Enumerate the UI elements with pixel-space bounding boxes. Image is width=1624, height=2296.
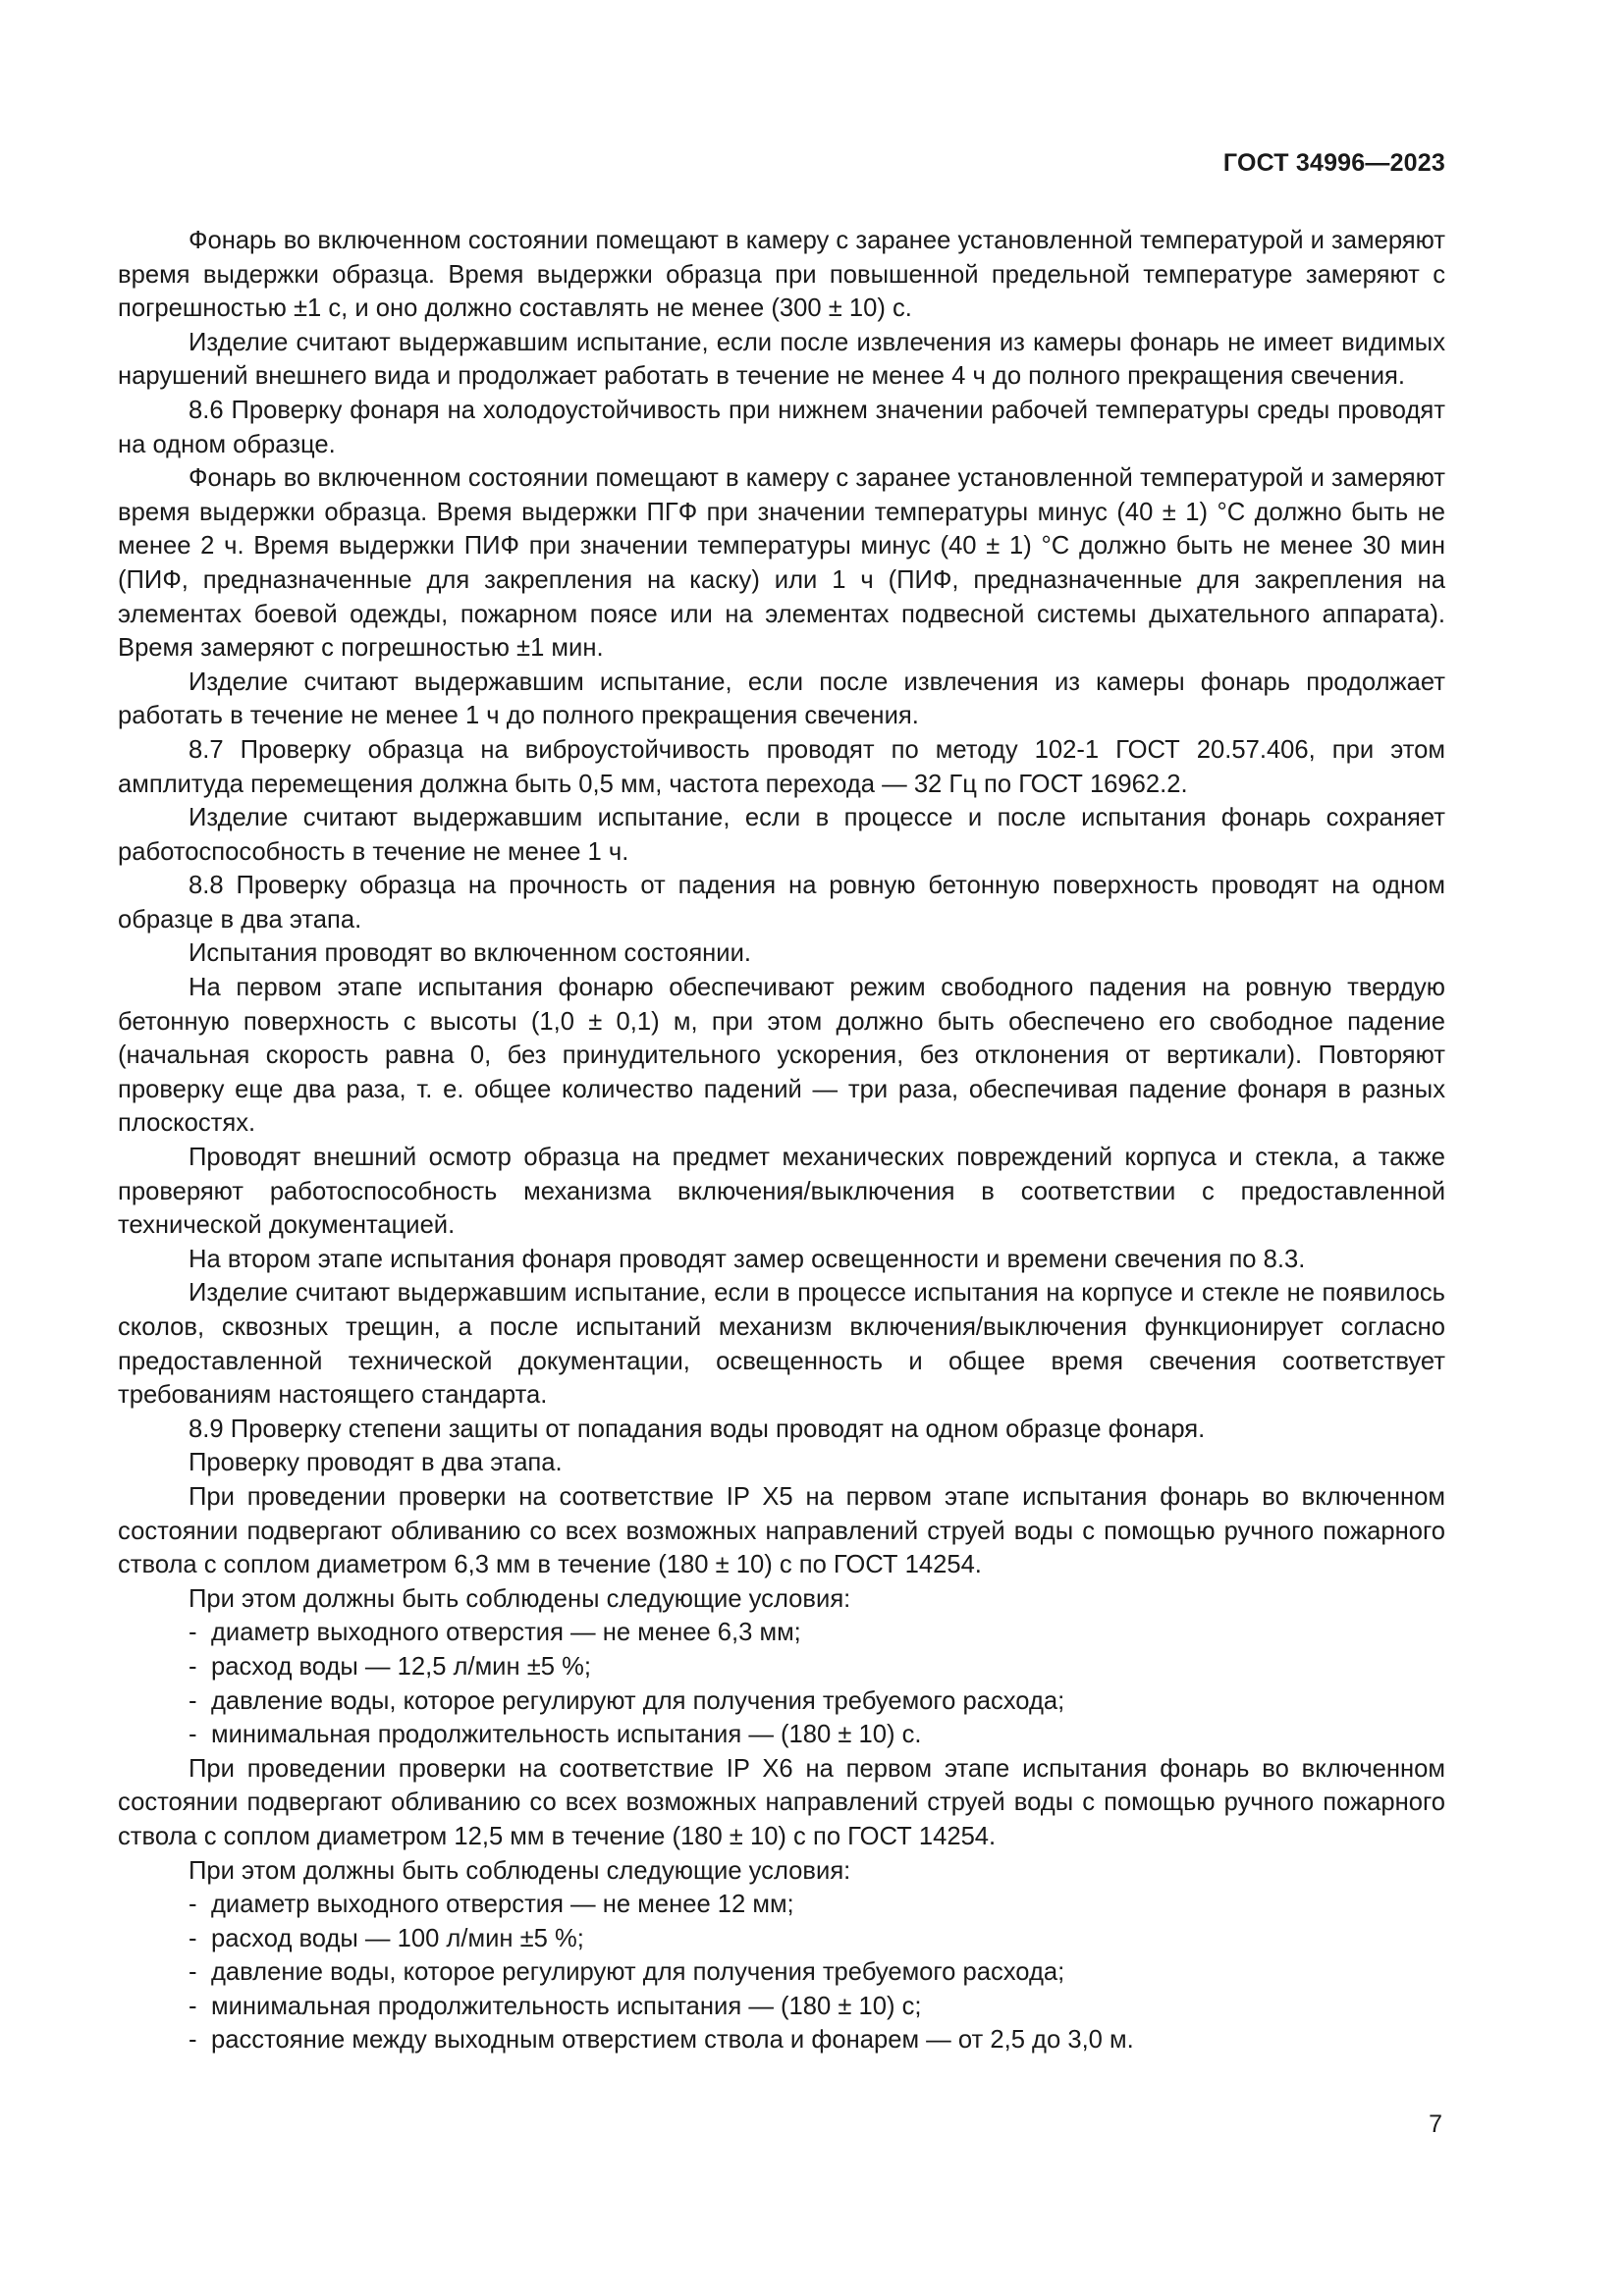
- list-item: - минимальная продолжительность испытания — (180 ± 10) с;: [118, 1990, 1445, 2024]
- paragraph-section-8-9: 8.9 Проверку степени защиты от попадания воды проводят на одном образце фонаря.: [189, 1415, 1206, 1443]
- list-bullet: -: [189, 1686, 197, 1715]
- conditions-list-ip-x6: [118, 1888, 1445, 2057]
- paragraph-ip-x5: При проведении проверки на соответствие IP X5 на первом этапе испытания фонарь во включенном состоянии подвергают обливанию со всех возможных направлений струей воды с помощью ручного пожарного ствола с соплом диаметром 6,3 мм в течение (180 ± 10) с по ГОСТ 14254.: [118, 1482, 1445, 1579]
- list-item: - расход воды — 100 л/мин ±5 %;: [118, 1922, 1445, 1956]
- list-bullet: -: [189, 1891, 197, 1919]
- list-item: - давление воды, которое регулируют для получения требуемого расхода;: [118, 1955, 1445, 1990]
- paragraph: Изделие считают выдержавшим испытание, если после извлечения из камеры фонарь не имеет видимых нарушений внешнего вида и продолжает работать в течение не менее 4 ч до полного прекращения свечения.: [118, 328, 1445, 391]
- list-item: - минимальная продолжительность испытания — (180 ± 10) с.: [118, 1718, 1445, 1752]
- paragraph: При этом должны быть соблюдены следующие условия:: [189, 1584, 851, 1613]
- paragraph: Изделие считают выдержавшим испытание, если в процессе испытания на корпусе и стекле не появилось сколов, сквозных трещин, а после испытаний механизм включения/выключения функционирует согласно предоставленной технической документации, освещенность и общее время свечения соответствует требованиям настоящего стандарта.: [118, 1279, 1445, 1410]
- document-body: [118, 224, 1445, 2057]
- list-item: - диаметр выходного отверстия — не менее 12 мм;: [118, 1888, 1445, 1922]
- page-number: 7: [1429, 2110, 1442, 2138]
- paragraph-section-8-6: 8.6 Проверку фонаря на холодоустойчивость при нижнем значении рабочей температуры среды проводят на одном образце.: [118, 396, 1445, 458]
- paragraph: При этом должны быть соблюдены следующие условия:: [189, 1856, 851, 1885]
- list-item: - диаметр выходного отверстия — не менее 6,3 мм;: [118, 1616, 1445, 1650]
- paragraph: Проверку проводят в два этапа.: [189, 1449, 563, 1477]
- list-bullet: -: [189, 2026, 197, 2055]
- document-header-standard: ГОСТ 34996—2023: [1222, 149, 1445, 177]
- list-bullet: -: [189, 1924, 197, 1952]
- paragraph: Фонарь во включенном состоянии помещают в камеру с заранее установленной температурой и замеряют время выдержки образца. Время выдержки ПГФ при значении температуры минус (40 ± 1) °С должно быть не менее 2 ч. Время выдержки ПИФ при значении температуры минус (40 ± 1) °С должно быть не менее 30 мин (ПИФ, предназначенные для закрепления на каску) или 1 ч (ПИФ, предназначенные для закрепления на элементах боевой одежды, пожарном поясе или на элементах подвесной системы дыхательного аппарата). Время замеряют с погрешностью ±1 мин.: [118, 464, 1445, 663]
- paragraph-ip-x6: При проведении проверки на соответствие IP X6 на первом этапе испытания фонарь во включенном состоянии подвергают обливанию со всех возможных направлений струей воды с помощью ручного пожарного ствола с соплом диаметром 12,5 мм в течение (180 ± 10) с по ГОСТ 14254.: [118, 1754, 1445, 1850]
- list-bullet: -: [189, 1958, 197, 1987]
- paragraph: На первом этапе испытания фонарю обеспечивают режим свободного падения на ровную твердую бетонную поверхность с высоты (1,0 ± 0,1) м, при этом должно быть обеспечено его свободное падение (начальная скорость равна 0, без принудительного ускорения, без отклонения от вертикали). Повторяют проверку еще два раза, т. е. общее количество падений — три раза, обеспечивая падение фонаря в разных плоскостях.: [118, 974, 1445, 1138]
- conditions-list-ip-x5: [118, 1616, 1445, 1751]
- paragraph: Испытания проводят во включенном состоянии.: [189, 939, 752, 968]
- paragraph-section-8-7: 8.7 Проверку образца на виброустойчивость проводят по методу 102-1 ГОСТ 20.57.406, при этом амплитуда перемещения должна быть 0,5 мм, частота перехода — 32 Гц по ГОСТ 16962.2.: [118, 735, 1445, 798]
- list-bullet: -: [189, 1652, 197, 1681]
- paragraph: Изделие считают выдержавшим испытание, если после извлечения из камеры фонарь продолжает работать в течение не менее 1 ч до полного прекращения свечения.: [118, 667, 1445, 730]
- paragraph: Проводят внешний осмотр образца на предмет механических повреждений корпуса и стекла, а также проверяют работоспособность механизма включения/выключения в соответствии с предоставленной технической документацией.: [118, 1144, 1445, 1240]
- list-bullet: -: [189, 1992, 197, 2020]
- paragraph: На втором этапе испытания фонаря проводят замер освещенности и времени свечения по 8.3.: [189, 1245, 1306, 1273]
- paragraph: Фонарь во включенном состоянии помещают в камеру с заранее установленной температурой и замеряют время выдержки образца. Время выдержки образца при повышенной предельной температуре замеряют с погрешностью ±1 с, и оно должно составлять не менее (300 ± 10) с.: [118, 227, 1445, 323]
- list-bullet: -: [189, 1619, 197, 1647]
- list-item: - расход воды — 12,5 л/мин ±5 %;: [118, 1650, 1445, 1684]
- list-item: - расстояние между выходным отверстием ствола и фонарем — от 2,5 до 3,0 м.: [118, 2023, 1445, 2057]
- paragraph: Изделие считают выдержавшим испытание, если в процессе и после испытания фонарь сохраняет работоспособность в течение не менее 1 ч.: [118, 804, 1445, 866]
- list-item: - давление воды, которое регулируют для получения требуемого расхода;: [118, 1684, 1445, 1719]
- list-bullet: -: [189, 1721, 197, 1749]
- paragraph-section-8-8: 8.8 Проверку образца на прочность от падения на ровную бетонную поверхность проводят на одном образце в два этапа.: [118, 872, 1445, 934]
